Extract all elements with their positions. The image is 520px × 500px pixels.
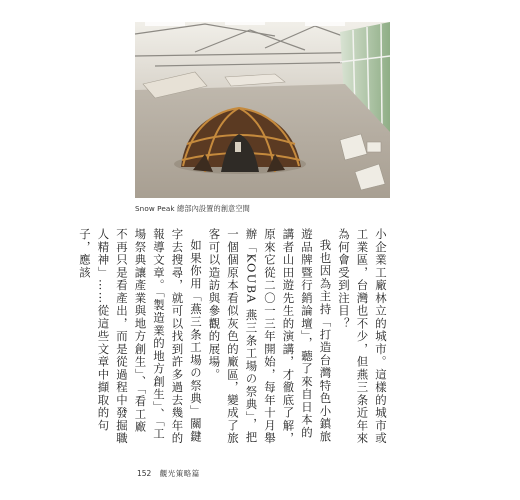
photo-creative-space [135,22,390,198]
page-number: 152 [137,469,152,478]
paragraph-3: 如果你用「燕三条工場の祭典」關鍵字去搜尋，就可以找到許多過去幾年的報導文章。「製造業的地方創生」、「工場祭典讓產業與地方創生」、「看工廠不再只是看產出，而是從過程中發掘職人精神」……從這些文章中擷取的句子，應該 [78,228,203,445]
vertical-body-text [78,228,390,446]
running-title: 觀光策略篇 [159,469,200,478]
photo-illustration [135,22,390,198]
photo-caption: Snow Peak 總部內設置的創意空間 [135,204,250,213]
paragraph-2: 我也因為主持「打造台灣特色小鎮旅遊品牌暨行銷論壇」，聽了來自日本的講者山田遊先生的演講，才徹底了解，原來它從二〇一三年開始，每年十月舉辦「KOUBA 燕三条工場の祭典」，把一個個原本看似灰色的廠區，變成了旅客可以造訪與參觀的展場。 [207,228,333,445]
paragraph-1: 小企業工廠林立的城市。這樣的城市或工業區，台灣也不少，但燕三条近年來為何會受到注目？ [337,228,388,445]
page-footer [137,468,200,480]
